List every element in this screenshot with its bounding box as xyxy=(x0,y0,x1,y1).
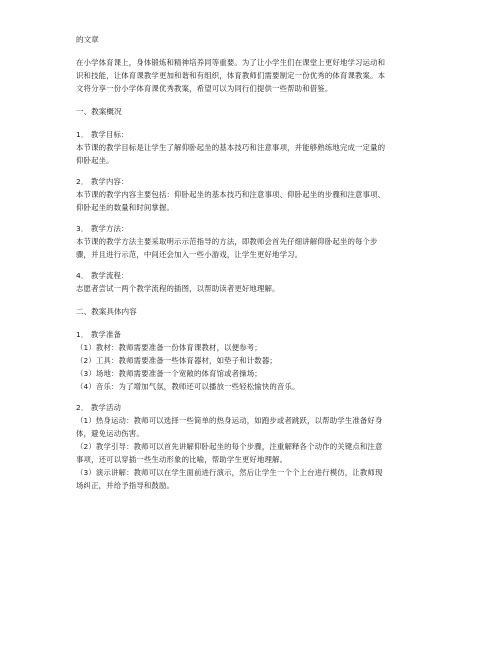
item-label: 1． 教学准备 xyxy=(76,330,122,339)
item-label: 3． 教学方法： xyxy=(76,224,129,233)
section-heading-details: 二、教案具体内容 xyxy=(76,307,137,316)
section1-item-goal xyxy=(76,128,438,167)
item-text: 体，避免运动伤害。 xyxy=(76,429,144,438)
item-text: 本节课的教学内容主要包括：仰卧起坐的基本技巧和注意事项、仰卧起坐的步骤和注意事项、 xyxy=(76,190,386,199)
item-label: 1． 教学目标： xyxy=(76,130,129,139)
item-text: （3）场地：教师需要准备一个宽敞的体育馆或者操场； xyxy=(76,369,262,378)
item-text: 本节课的教学目标是让学生了解仰卧起坐的基本技巧和注意事项，并能够熟练地完成一定量的 xyxy=(76,143,386,152)
document-title: 的文章 xyxy=(76,35,99,44)
item-text: 志愿者尝试一两个教学流程的插图，以帮助读者更好地理解。 xyxy=(76,284,280,293)
item-text: （3）演示讲解：教师可以在学生面前进行演示，然后让学生一个个上台进行模仿，让教师现 xyxy=(76,468,383,477)
item-label: 4． 教学流程： xyxy=(76,271,129,280)
intro-line: 文将分享一份小学体育课优秀教案，希望可以为同行们提供一些帮助和借鉴。 xyxy=(76,84,333,93)
section1-item-content xyxy=(76,175,438,214)
item-text: （2）工具：教师需要准备一些体育器材，如垫子和计数器； xyxy=(76,356,277,365)
section-heading-overview: 一、教案概况 xyxy=(76,107,122,116)
intro-paragraph xyxy=(76,56,438,95)
item-text: （1）热身运动：教师可以选择一些简单的热身运动，如跑步或者跳跃，以帮助学生准备好身 xyxy=(76,416,383,425)
item-text: （1）教材：教师需要准备一份体育课教材，以便参考； xyxy=(76,343,262,352)
item-text: 仰卧起坐。 xyxy=(76,156,114,165)
section1-item-method xyxy=(76,222,438,261)
item-label: 2． 教学内容： xyxy=(76,177,129,186)
document-body xyxy=(76,33,438,492)
item-text: 骤，并且进行示范，中间还会加入一些小游戏，让学生更好地学习。 xyxy=(76,250,303,259)
item-text: （4）音乐：为了增加气氛，教师还可以播放一些轻松愉快的音乐。 xyxy=(76,382,300,391)
item-text: 仰卧起坐的数量和时间掌握。 xyxy=(76,203,175,212)
item-text: 场纠正，并给予指导和鼓励。 xyxy=(76,481,175,490)
section2-item-preparation xyxy=(76,328,438,393)
intro-line: 识和技能，让体育课教学更加和谐和有组织，体育教师们需要制定一份优秀的体育课教案。本 xyxy=(76,71,386,80)
intro-line: 在小学体育课上，身体锻炼和精神培养同等重要。为了让小学生们在课堂上更好地学习运动和 xyxy=(76,58,386,67)
item-text: 事项，还可以穿插一些生动形象的比喻，帮助学生更好地理解。 xyxy=(76,455,288,464)
item-text: （2）教学引导：教师可以首先讲解仰卧起坐的每个步骤，注重解释各个动作的关键点和注意 xyxy=(76,442,383,451)
section2-item-activities xyxy=(76,401,438,492)
section1-item-flow xyxy=(76,269,438,295)
item-label: 2． 教学活动 xyxy=(76,403,122,412)
item-text: 本节课的教学方法主要采取明示示范指导的方法，即教师会首先仔细讲解仰卧起坐的每个步 xyxy=(76,237,378,246)
